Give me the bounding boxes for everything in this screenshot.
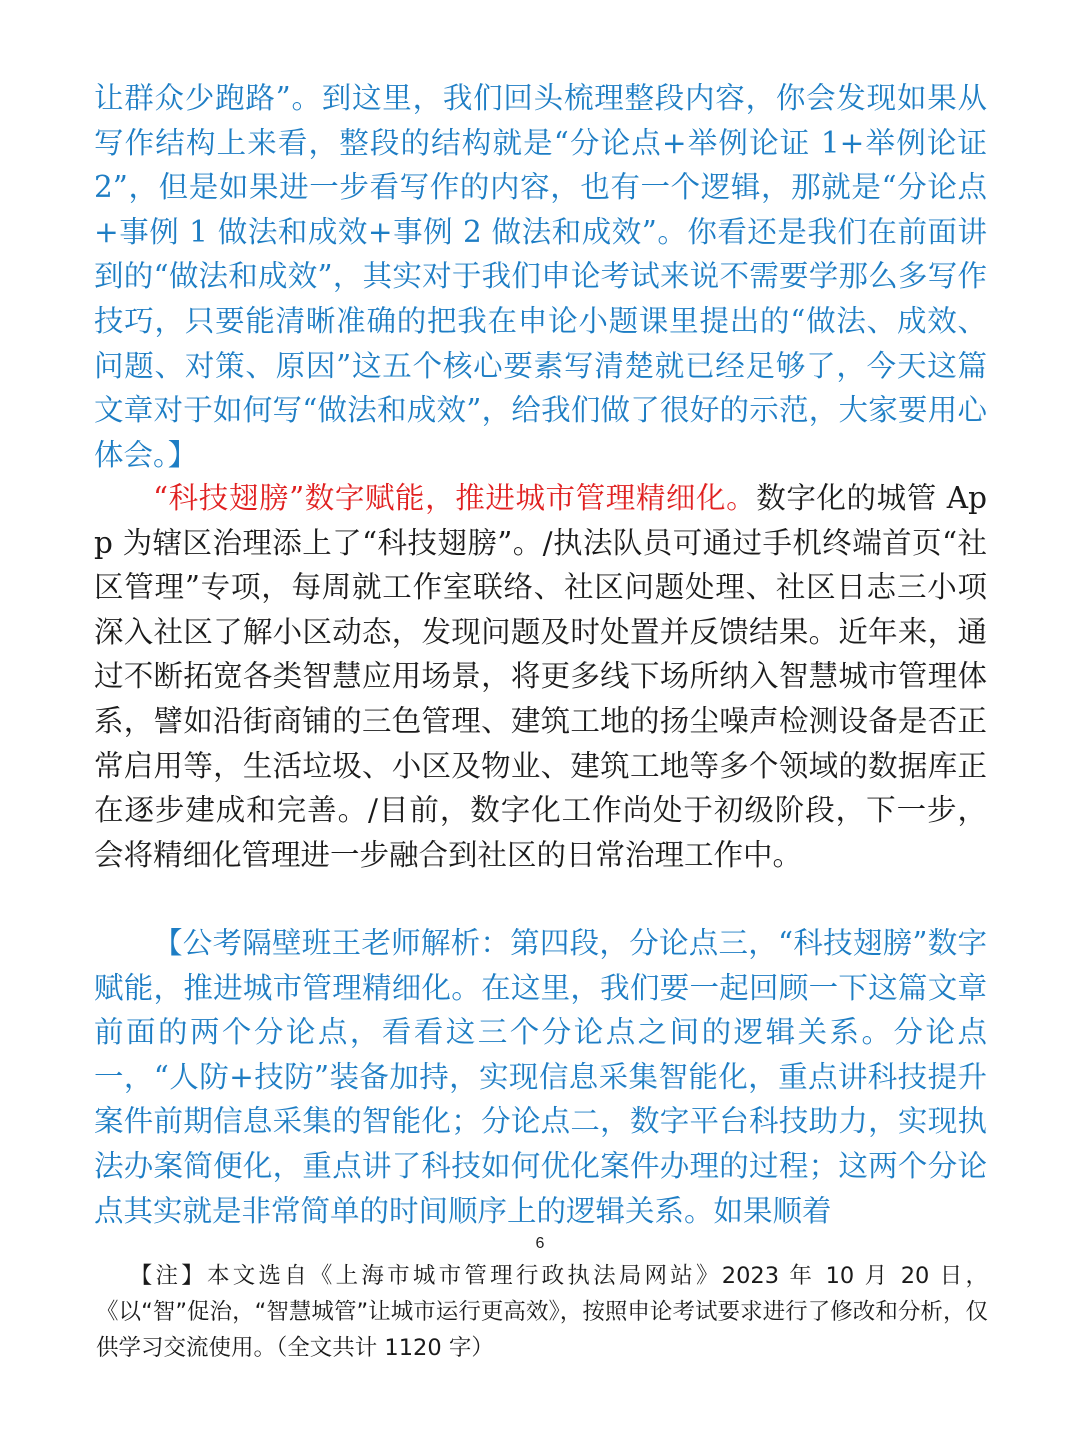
- sub-argument-heading: “科技翅膀”数字赋能，推进城市管理精细化。: [153, 481, 757, 515]
- argument-paragraph-four: [94, 476, 987, 877]
- sub-argument-body: 数字化的城管 App 为辖区治理添上了“科技翅膀”。/执法队员可通过手机终端首页“社区管理”专项，每周就工作室联络、社区问题处理、社区日志三小项深入社区了解小区动态，发现问题及时处置并反馈结果。近年来，通过不断拓宽各类智慧应用场景，将更多线下场所纳入智慧城市管理体系，譬如沿街商铺的三色管理、建筑工地的扬尘噪声检测设备是否正常启用等，生活垃圾、小区及物业、建筑工地等多个领域的数据库正在逐步建成和完善。/目前，数字化工作尚处于初级阶段，下一步，会将精细化管理进一步融合到社区的日常治理工作中。: [94, 481, 987, 872]
- analysis-paragraph-continued: 让群众少跑路”。到这里，我们回头梳理整段内容，你会发现如果从写作结构上来看，整段的结构就是“分论点+举例论证 1+举例论证 2”，但是如果进一步看写作的内容，也有一个逻辑，那就是“分论点+事例 1 做法和成效+事例 2 做法和成效”。你看还是我们在前面讲到的“做法和成效”，其实对于我们申论考试来说不需要学那么多写作技巧，只要能清晰准确的把我在申论小题课里提出的“做法、成效、问题、对策、原因”这五个核心要素写清楚就已经足够了，今天这篇文章对于如何写“做法和成效”，给我们做了很好的示范，大家要用心体会。】: [94, 81, 987, 472]
- source-footnote: 【注】本文选自《上海市城市管理行政执法局网站》2023 年 10 月 20 日，《以“智”促治，“智慧城管”让城市运行更高效》，按照申论考试要求进行了修改和分析，仅供学习交流使用。（全文共计 1120 字）: [96, 1263, 988, 1361]
- page-number: 6: [535, 1235, 545, 1252]
- analysis-paragraph-four: 【公考隔壁班王老师解析：第四段，分论点三，“科技翅膀”数字赋能，推进城市管理精细化。在这里，我们要一起回顾一下这篇文章前面的两个分论点，看看这三个分论点之间的逻辑关系。分论点一，“人防+技防”装备加持，实现信息采集智能化，重点讲科技提升案件前期信息采集的智能化；分论点二，数字平台科技助力，实现执法办案简便化，重点讲了科技如何优化案件办理的过程；这两个分论点其实就是非常简单的时间顺序上的逻辑关系。如果顺着: [94, 926, 987, 1228]
